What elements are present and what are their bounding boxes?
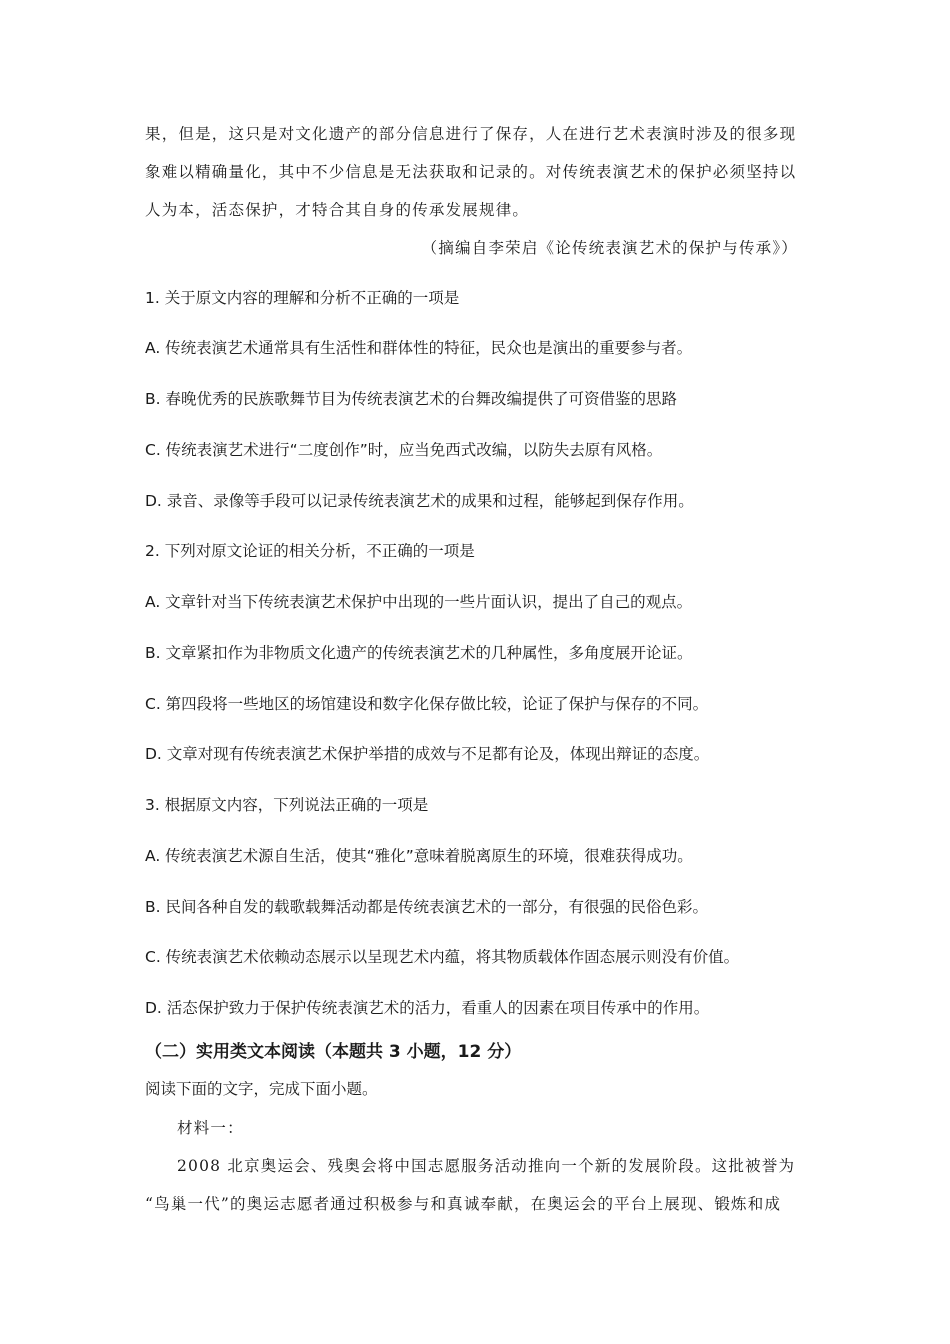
- question-1-option-b: B. 春晚优秀的民族歌舞节目为传统表演艺术的台舞改编提供了可资借鉴的思路: [145, 390, 677, 408]
- material-line-1: 2008 北京奥运会、残奥会将中国志愿服务活动推向一个新的发展阶段。这批被誉为: [177, 1157, 796, 1175]
- section-instruction: 阅读下面的文字，完成下面小题。: [145, 1080, 378, 1098]
- question-1-option-c: C. 传统表演艺术进行“二度创作”时，应当免西式改编，以防失去原有风格。: [145, 441, 663, 459]
- question-2-stem: 2. 下列对原文论证的相关分析，不正确的一项是: [145, 542, 475, 560]
- question-2-option-b: B. 文章紧扣作为非物质文化遗产的传统表演艺术的几种属性，多角度展开论证。: [145, 644, 693, 662]
- passage-line-3: 人为本，活态保护，才特合其自身的传承发展规律。: [145, 201, 530, 219]
- question-3-stem: 3. 根据原文内容，下列说法正确的一项是: [145, 796, 429, 814]
- question-2-option-a: A. 文章针对当下传统表演艺术保护中出现的一些片面认识，提出了自己的观点。: [145, 593, 693, 611]
- question-1-option-d: D. 录音、录像等手段可以记录传统表演艺术的成果和过程，能够起到保存作用。: [145, 492, 694, 510]
- material-label: 材料一：: [177, 1119, 244, 1137]
- question-3-option-b: B. 民间各种自发的载歌载舞活动都是传统表演艺术的一部分，有很强的民俗色彩。: [145, 898, 708, 916]
- question-2-option-c: C. 第四段将一些地区的场馆建设和数字化保存做比较，论证了保护与保存的不同。: [145, 695, 709, 713]
- material-line-2: “鸟巢一代”的奥运志愿者通过积极参与和真诚奉献，在奥运会的平台上展现、锻炼和成: [145, 1195, 782, 1213]
- question-1-stem: 1. 关于原文内容的理解和分析不正确的一项是: [145, 289, 460, 307]
- question-1-option-a: A. 传统表演艺术通常具有生活性和群体性的特征，民众也是演出的重要参与者。: [145, 339, 693, 357]
- section-heading: （二）实用类文本阅读（本题共 3 小题，12 分）: [145, 1042, 522, 1062]
- passage-source: （摘编自李荣启《论传统表演艺术的保护与传承》）: [421, 239, 798, 257]
- question-3-option-a: A. 传统表演艺术源自生活，使其“雅化”意味着脱离原生的环境，很难获得成功。: [145, 847, 693, 865]
- question-2-option-d: D. 文章对现有传统表演艺术保护举措的成效与不足都有论及，体现出辩证的态度。: [145, 745, 710, 763]
- question-3-option-d: D. 活态保护致力于保护传统表演艺术的活力，看重人的因素在项目传承中的作用。: [145, 999, 710, 1017]
- passage-line-1: 果，但是，这只是对文化遗产的部分信息进行了保存，人在进行艺术表演时涉及的很多现: [145, 125, 797, 143]
- question-3-option-c: C. 传统表演艺术依赖动态展示以呈现艺术内蕴，将其物质载体作固态展示则没有价值。: [145, 948, 740, 966]
- passage-line-2: 象难以精确量化，其中不少信息是无法获取和记录的。对传统表演艺术的保护必须坚持以: [145, 163, 797, 181]
